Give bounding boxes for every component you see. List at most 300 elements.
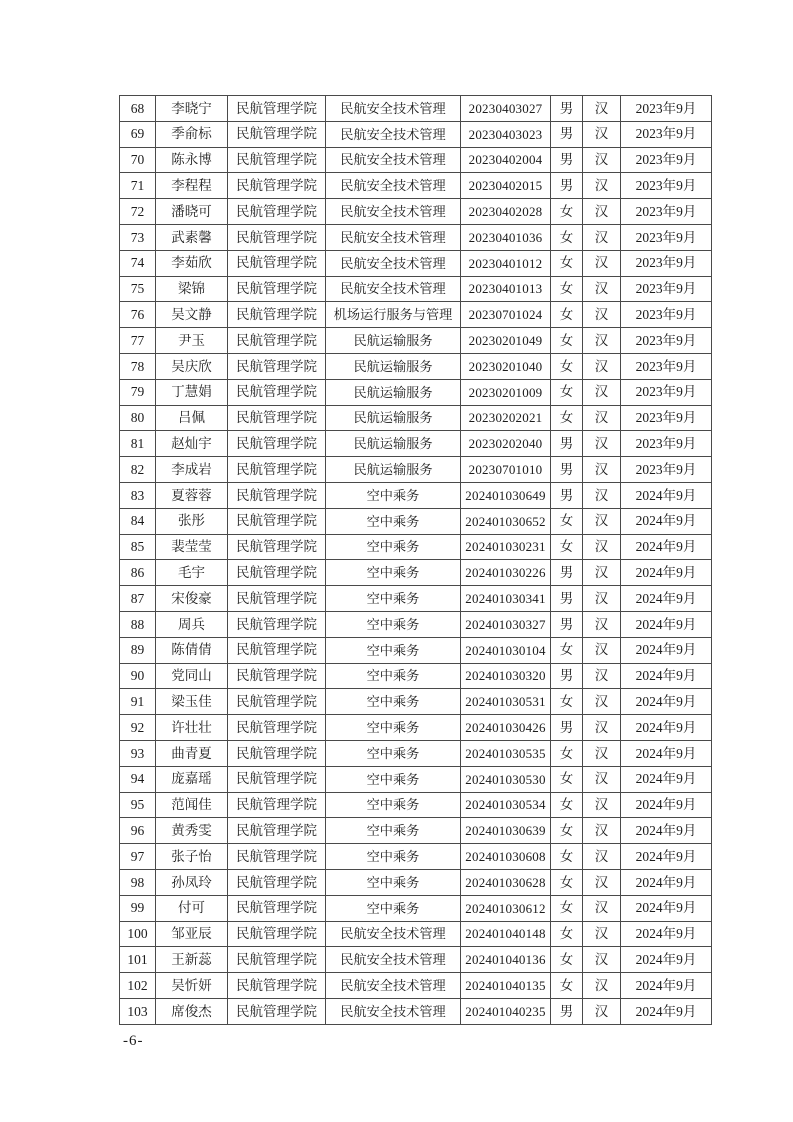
cell-gender: 男 <box>551 482 583 508</box>
cell-student-id: 20230403027 <box>461 96 551 122</box>
cell-ethnicity: 汉 <box>583 586 621 612</box>
cell-enrollment-date: 2023年9月 <box>621 431 712 457</box>
cell-gender: 男 <box>551 96 583 122</box>
cell-major: 民航安全技术管理 <box>326 947 461 973</box>
table-row <box>120 96 712 122</box>
table-row <box>120 379 712 405</box>
cell-student-id: 202401030530 <box>461 766 551 792</box>
cell-major: 空中乘务 <box>326 534 461 560</box>
cell-enrollment-date: 2024年9月 <box>621 637 712 663</box>
table-row <box>120 637 712 663</box>
cell-college: 民航管理学院 <box>228 844 326 870</box>
cell-gender: 女 <box>551 405 583 431</box>
cell-student-id: 202401030320 <box>461 663 551 689</box>
cell-major: 空中乘务 <box>326 586 461 612</box>
cell-student-name: 尹玉 <box>156 328 228 354</box>
cell-ethnicity: 汉 <box>583 663 621 689</box>
cell-student-name: 潘晓可 <box>156 199 228 225</box>
cell-college: 民航管理学院 <box>228 482 326 508</box>
cell-major: 空中乘务 <box>326 637 461 663</box>
cell-enrollment-date: 2024年9月 <box>621 482 712 508</box>
table-row <box>120 199 712 225</box>
cell-ethnicity: 汉 <box>583 818 621 844</box>
cell-gender: 女 <box>551 224 583 250</box>
page-number: -6- <box>123 1033 144 1049</box>
cell-major: 民航安全技术管理 <box>326 973 461 999</box>
cell-ethnicity: 汉 <box>583 740 621 766</box>
cell-student-id: 20230401036 <box>461 224 551 250</box>
table-row <box>120 302 712 328</box>
cell-enrollment-date: 2024年9月 <box>621 740 712 766</box>
cell-row-number: 87 <box>120 586 156 612</box>
cell-student-id: 20230701010 <box>461 457 551 483</box>
cell-college: 民航管理学院 <box>228 689 326 715</box>
cell-student-id: 20230201049 <box>461 328 551 354</box>
cell-student-name: 席俊杰 <box>156 998 228 1024</box>
cell-college: 民航管理学院 <box>228 766 326 792</box>
cell-gender: 女 <box>551 379 583 405</box>
cell-college: 民航管理学院 <box>228 508 326 534</box>
cell-student-name: 吴庆欣 <box>156 353 228 379</box>
cell-row-number: 71 <box>120 173 156 199</box>
cell-ethnicity: 汉 <box>583 121 621 147</box>
cell-enrollment-date: 2023年9月 <box>621 276 712 302</box>
cell-ethnicity: 汉 <box>583 379 621 405</box>
cell-student-id: 20230402028 <box>461 199 551 225</box>
cell-enrollment-date: 2024年9月 <box>621 689 712 715</box>
table-row <box>120 973 712 999</box>
cell-college: 民航管理学院 <box>228 121 326 147</box>
table-row <box>120 482 712 508</box>
cell-major: 民航安全技术管理 <box>326 250 461 276</box>
cell-row-number: 85 <box>120 534 156 560</box>
cell-enrollment-date: 2024年9月 <box>621 663 712 689</box>
student-roster-table <box>119 95 712 1025</box>
cell-college: 民航管理学院 <box>228 637 326 663</box>
cell-enrollment-date: 2023年9月 <box>621 96 712 122</box>
cell-row-number: 74 <box>120 250 156 276</box>
cell-row-number: 96 <box>120 818 156 844</box>
cell-student-name: 李晓宁 <box>156 96 228 122</box>
cell-student-name: 夏蓉蓉 <box>156 482 228 508</box>
cell-row-number: 99 <box>120 895 156 921</box>
table-row <box>120 792 712 818</box>
cell-student-name: 张彤 <box>156 508 228 534</box>
cell-student-id: 20230401012 <box>461 250 551 276</box>
cell-row-number: 79 <box>120 379 156 405</box>
cell-row-number: 93 <box>120 740 156 766</box>
cell-college: 民航管理学院 <box>228 998 326 1024</box>
cell-student-name: 陈倩倩 <box>156 637 228 663</box>
table-row <box>120 663 712 689</box>
cell-student-name: 季俞标 <box>156 121 228 147</box>
cell-college: 民航管理学院 <box>228 328 326 354</box>
cell-ethnicity: 汉 <box>583 895 621 921</box>
cell-row-number: 82 <box>120 457 156 483</box>
cell-student-id: 202401040136 <box>461 947 551 973</box>
cell-student-name: 梁玉佳 <box>156 689 228 715</box>
table-row <box>120 457 712 483</box>
cell-row-number: 72 <box>120 199 156 225</box>
cell-student-name: 周兵 <box>156 611 228 637</box>
cell-gender: 女 <box>551 353 583 379</box>
table-row <box>120 818 712 844</box>
cell-ethnicity: 汉 <box>583 96 621 122</box>
student-roster-body <box>120 96 712 1025</box>
cell-gender: 男 <box>551 121 583 147</box>
cell-ethnicity: 汉 <box>583 328 621 354</box>
cell-gender: 女 <box>551 689 583 715</box>
cell-student-id: 20230201009 <box>461 379 551 405</box>
cell-college: 民航管理学院 <box>228 663 326 689</box>
cell-row-number: 102 <box>120 973 156 999</box>
cell-student-id: 202401040148 <box>461 921 551 947</box>
cell-college: 民航管理学院 <box>228 96 326 122</box>
cell-student-id: 20230402015 <box>461 173 551 199</box>
cell-row-number: 103 <box>120 998 156 1024</box>
cell-major: 民航安全技术管理 <box>326 121 461 147</box>
cell-major: 民航运输服务 <box>326 379 461 405</box>
cell-student-id: 202401040235 <box>461 998 551 1024</box>
table-row <box>120 250 712 276</box>
cell-ethnicity: 汉 <box>583 637 621 663</box>
cell-ethnicity: 汉 <box>583 508 621 534</box>
cell-enrollment-date: 2024年9月 <box>621 766 712 792</box>
cell-student-name: 邹亚辰 <box>156 921 228 947</box>
cell-college: 民航管理学院 <box>228 431 326 457</box>
cell-student-name: 吴文静 <box>156 302 228 328</box>
cell-college: 民航管理学院 <box>228 457 326 483</box>
table-row <box>120 766 712 792</box>
cell-gender: 女 <box>551 818 583 844</box>
cell-gender: 女 <box>551 328 583 354</box>
cell-ethnicity: 汉 <box>583 276 621 302</box>
cell-student-name: 付可 <box>156 895 228 921</box>
cell-student-name: 宋俊豪 <box>156 586 228 612</box>
cell-student-id: 20230401013 <box>461 276 551 302</box>
cell-gender: 女 <box>551 740 583 766</box>
cell-enrollment-date: 2023年9月 <box>621 353 712 379</box>
cell-enrollment-date: 2023年9月 <box>621 147 712 173</box>
cell-ethnicity: 汉 <box>583 560 621 586</box>
cell-student-name: 裴莹莹 <box>156 534 228 560</box>
cell-major: 民航安全技术管理 <box>326 147 461 173</box>
cell-major: 空中乘务 <box>326 740 461 766</box>
cell-ethnicity: 汉 <box>583 431 621 457</box>
cell-college: 民航管理学院 <box>228 379 326 405</box>
cell-student-name: 党同山 <box>156 663 228 689</box>
cell-enrollment-date: 2024年9月 <box>621 611 712 637</box>
cell-major: 民航安全技术管理 <box>326 276 461 302</box>
cell-student-id: 202401030226 <box>461 560 551 586</box>
cell-ethnicity: 汉 <box>583 998 621 1024</box>
cell-student-id: 202401030535 <box>461 740 551 766</box>
table-row <box>120 947 712 973</box>
cell-major: 机场运行服务与管理 <box>326 302 461 328</box>
cell-row-number: 80 <box>120 405 156 431</box>
cell-student-name: 王新蕊 <box>156 947 228 973</box>
cell-college: 民航管理学院 <box>228 792 326 818</box>
cell-gender: 男 <box>551 457 583 483</box>
cell-ethnicity: 汉 <box>583 173 621 199</box>
cell-student-id: 20230402004 <box>461 147 551 173</box>
cell-row-number: 73 <box>120 224 156 250</box>
cell-student-name: 李茹欣 <box>156 250 228 276</box>
cell-ethnicity: 汉 <box>583 611 621 637</box>
cell-student-id: 202401040135 <box>461 973 551 999</box>
cell-student-id: 20230201040 <box>461 353 551 379</box>
table-row <box>120 431 712 457</box>
cell-major: 民航安全技术管理 <box>326 96 461 122</box>
cell-student-id: 20230403023 <box>461 121 551 147</box>
cell-student-id: 202401030426 <box>461 715 551 741</box>
cell-gender: 女 <box>551 302 583 328</box>
cell-gender: 女 <box>551 844 583 870</box>
cell-college: 民航管理学院 <box>228 818 326 844</box>
cell-ethnicity: 汉 <box>583 457 621 483</box>
cell-ethnicity: 汉 <box>583 947 621 973</box>
cell-ethnicity: 汉 <box>583 250 621 276</box>
cell-ethnicity: 汉 <box>583 715 621 741</box>
cell-enrollment-date: 2023年9月 <box>621 250 712 276</box>
cell-college: 民航管理学院 <box>228 740 326 766</box>
cell-enrollment-date: 2024年9月 <box>621 895 712 921</box>
cell-gender: 女 <box>551 508 583 534</box>
cell-ethnicity: 汉 <box>583 199 621 225</box>
cell-major: 民航运输服务 <box>326 457 461 483</box>
cell-student-name: 张子怡 <box>156 844 228 870</box>
cell-gender: 女 <box>551 250 583 276</box>
cell-college: 民航管理学院 <box>228 173 326 199</box>
cell-enrollment-date: 2024年9月 <box>621 715 712 741</box>
cell-enrollment-date: 2024年9月 <box>621 508 712 534</box>
cell-student-id: 20230202040 <box>461 431 551 457</box>
cell-enrollment-date: 2023年9月 <box>621 224 712 250</box>
table-row <box>120 869 712 895</box>
cell-student-id: 202401030639 <box>461 818 551 844</box>
table-row <box>120 405 712 431</box>
cell-major: 民航运输服务 <box>326 328 461 354</box>
cell-enrollment-date: 2024年9月 <box>621 560 712 586</box>
cell-row-number: 75 <box>120 276 156 302</box>
table-row <box>120 353 712 379</box>
cell-student-name: 梁锦 <box>156 276 228 302</box>
cell-student-name: 陈永博 <box>156 147 228 173</box>
cell-row-number: 78 <box>120 353 156 379</box>
cell-gender: 男 <box>551 611 583 637</box>
cell-student-id: 202401030649 <box>461 482 551 508</box>
table-row <box>120 586 712 612</box>
cell-major: 空中乘务 <box>326 766 461 792</box>
cell-row-number: 89 <box>120 637 156 663</box>
cell-college: 民航管理学院 <box>228 947 326 973</box>
cell-enrollment-date: 2024年9月 <box>621 869 712 895</box>
cell-college: 民航管理学院 <box>228 405 326 431</box>
cell-enrollment-date: 2023年9月 <box>621 405 712 431</box>
cell-ethnicity: 汉 <box>583 302 621 328</box>
cell-enrollment-date: 2023年9月 <box>621 302 712 328</box>
cell-row-number: 101 <box>120 947 156 973</box>
table-row <box>120 328 712 354</box>
cell-major: 民航运输服务 <box>326 353 461 379</box>
cell-college: 民航管理学院 <box>228 276 326 302</box>
cell-ethnicity: 汉 <box>583 353 621 379</box>
table-row <box>120 895 712 921</box>
cell-student-name: 丁慧娟 <box>156 379 228 405</box>
cell-student-id: 202401030534 <box>461 792 551 818</box>
cell-enrollment-date: 2024年9月 <box>621 921 712 947</box>
table-row <box>120 611 712 637</box>
cell-enrollment-date: 2024年9月 <box>621 973 712 999</box>
cell-major: 空中乘务 <box>326 792 461 818</box>
table-row <box>120 173 712 199</box>
table-row <box>120 689 712 715</box>
cell-major: 民航安全技术管理 <box>326 173 461 199</box>
cell-major: 空中乘务 <box>326 560 461 586</box>
cell-row-number: 81 <box>120 431 156 457</box>
cell-enrollment-date: 2024年9月 <box>621 792 712 818</box>
cell-student-name: 庞嘉瑶 <box>156 766 228 792</box>
cell-gender: 女 <box>551 895 583 921</box>
cell-ethnicity: 汉 <box>583 147 621 173</box>
cell-student-id: 20230202021 <box>461 405 551 431</box>
table-row <box>120 921 712 947</box>
cell-student-name: 毛宇 <box>156 560 228 586</box>
cell-major: 民航运输服务 <box>326 431 461 457</box>
cell-major: 空中乘务 <box>326 818 461 844</box>
cell-row-number: 68 <box>120 96 156 122</box>
cell-enrollment-date: 2023年9月 <box>621 199 712 225</box>
cell-major: 民航安全技术管理 <box>326 998 461 1024</box>
cell-gender: 女 <box>551 869 583 895</box>
table-row <box>120 147 712 173</box>
cell-student-id: 202401030104 <box>461 637 551 663</box>
cell-student-name: 吕佩 <box>156 405 228 431</box>
cell-enrollment-date: 2024年9月 <box>621 586 712 612</box>
cell-major: 民航安全技术管理 <box>326 199 461 225</box>
cell-ethnicity: 汉 <box>583 844 621 870</box>
cell-college: 民航管理学院 <box>228 560 326 586</box>
cell-row-number: 76 <box>120 302 156 328</box>
cell-gender: 女 <box>551 973 583 999</box>
cell-ethnicity: 汉 <box>583 921 621 947</box>
cell-row-number: 69 <box>120 121 156 147</box>
cell-college: 民航管理学院 <box>228 224 326 250</box>
cell-student-id: 202401030652 <box>461 508 551 534</box>
cell-row-number: 70 <box>120 147 156 173</box>
cell-student-id: 202401030612 <box>461 895 551 921</box>
cell-gender: 男 <box>551 586 583 612</box>
cell-student-name: 李程程 <box>156 173 228 199</box>
cell-gender: 男 <box>551 663 583 689</box>
cell-college: 民航管理学院 <box>228 250 326 276</box>
cell-major: 空中乘务 <box>326 895 461 921</box>
cell-college: 民航管理学院 <box>228 973 326 999</box>
cell-major: 民航安全技术管理 <box>326 921 461 947</box>
cell-row-number: 100 <box>120 921 156 947</box>
cell-gender: 男 <box>551 147 583 173</box>
cell-student-name: 曲青夏 <box>156 740 228 766</box>
cell-major: 空中乘务 <box>326 869 461 895</box>
cell-student-name: 范闻佳 <box>156 792 228 818</box>
cell-row-number: 84 <box>120 508 156 534</box>
cell-ethnicity: 汉 <box>583 224 621 250</box>
cell-student-name: 孙凤玲 <box>156 869 228 895</box>
cell-major: 空中乘务 <box>326 482 461 508</box>
cell-gender: 男 <box>551 560 583 586</box>
table-row <box>120 508 712 534</box>
cell-student-id: 202401030231 <box>461 534 551 560</box>
cell-ethnicity: 汉 <box>583 869 621 895</box>
cell-college: 民航管理学院 <box>228 147 326 173</box>
cell-row-number: 98 <box>120 869 156 895</box>
cell-college: 民航管理学院 <box>228 534 326 560</box>
cell-enrollment-date: 2024年9月 <box>621 534 712 560</box>
cell-college: 民航管理学院 <box>228 611 326 637</box>
cell-row-number: 95 <box>120 792 156 818</box>
cell-ethnicity: 汉 <box>583 973 621 999</box>
cell-major: 空中乘务 <box>326 508 461 534</box>
cell-enrollment-date: 2024年9月 <box>621 947 712 973</box>
cell-college: 民航管理学院 <box>228 869 326 895</box>
cell-ethnicity: 汉 <box>583 405 621 431</box>
table-row <box>120 224 712 250</box>
table-row <box>120 844 712 870</box>
cell-gender: 男 <box>551 998 583 1024</box>
cell-student-name: 武素馨 <box>156 224 228 250</box>
cell-ethnicity: 汉 <box>583 482 621 508</box>
cell-major: 空中乘务 <box>326 689 461 715</box>
cell-student-id: 202401030327 <box>461 611 551 637</box>
cell-gender: 男 <box>551 173 583 199</box>
cell-college: 民航管理学院 <box>228 353 326 379</box>
cell-gender: 女 <box>551 766 583 792</box>
cell-gender: 女 <box>551 199 583 225</box>
cell-gender: 女 <box>551 534 583 560</box>
cell-gender: 男 <box>551 431 583 457</box>
cell-gender: 女 <box>551 947 583 973</box>
cell-ethnicity: 汉 <box>583 766 621 792</box>
cell-gender: 女 <box>551 921 583 947</box>
cell-student-id: 20230701024 <box>461 302 551 328</box>
cell-enrollment-date: 2023年9月 <box>621 173 712 199</box>
cell-row-number: 92 <box>120 715 156 741</box>
cell-row-number: 86 <box>120 560 156 586</box>
cell-row-number: 83 <box>120 482 156 508</box>
cell-college: 民航管理学院 <box>228 921 326 947</box>
cell-row-number: 97 <box>120 844 156 870</box>
cell-student-id: 202401030341 <box>461 586 551 612</box>
cell-row-number: 88 <box>120 611 156 637</box>
cell-gender: 女 <box>551 792 583 818</box>
cell-college: 民航管理学院 <box>228 715 326 741</box>
cell-college: 民航管理学院 <box>228 199 326 225</box>
table-row <box>120 534 712 560</box>
table-row <box>120 276 712 302</box>
cell-major: 民航运输服务 <box>326 405 461 431</box>
cell-student-name: 赵灿宇 <box>156 431 228 457</box>
cell-ethnicity: 汉 <box>583 792 621 818</box>
cell-major: 空中乘务 <box>326 844 461 870</box>
cell-college: 民航管理学院 <box>228 895 326 921</box>
table-row <box>120 560 712 586</box>
cell-row-number: 91 <box>120 689 156 715</box>
cell-row-number: 77 <box>120 328 156 354</box>
cell-enrollment-date: 2024年9月 <box>621 998 712 1024</box>
cell-ethnicity: 汉 <box>583 689 621 715</box>
cell-college: 民航管理学院 <box>228 302 326 328</box>
cell-student-name: 李成岩 <box>156 457 228 483</box>
